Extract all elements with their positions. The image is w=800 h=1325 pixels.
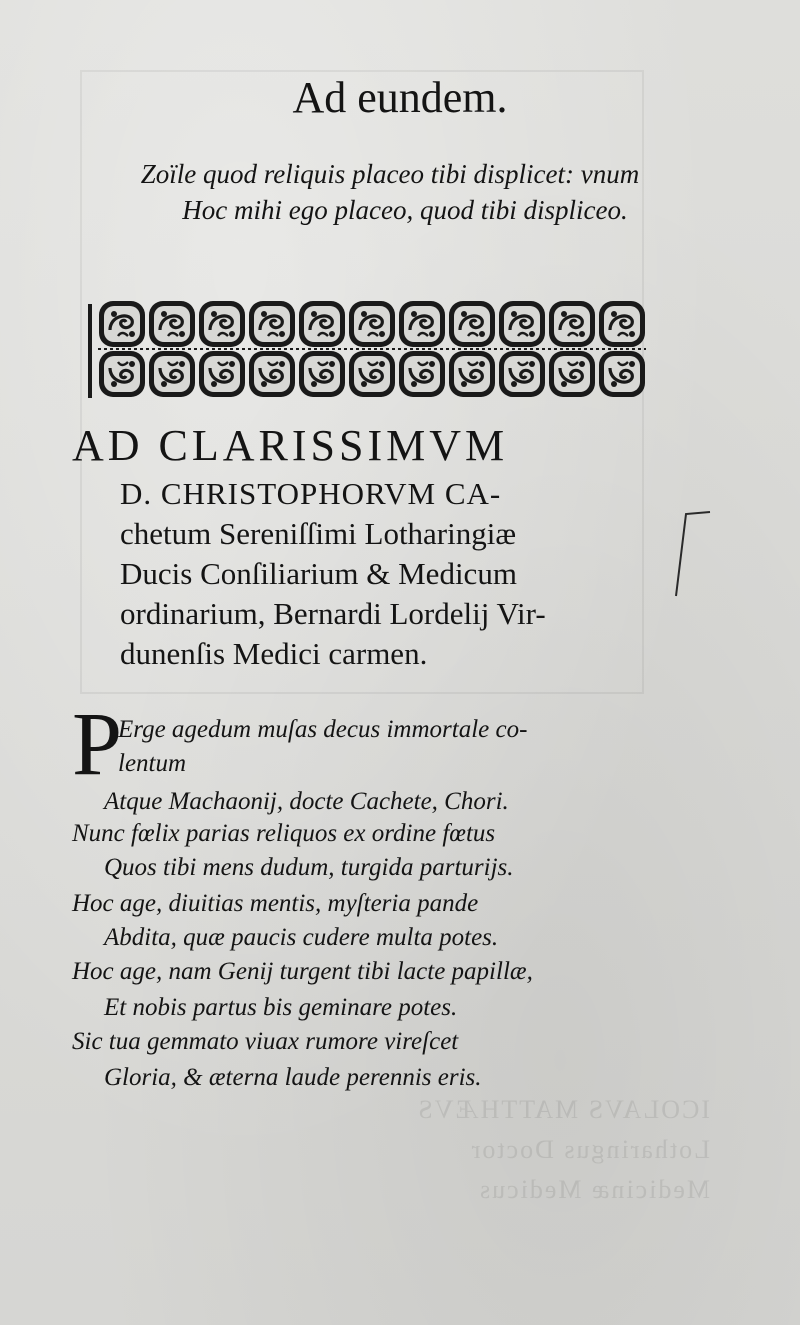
poem-line-1: Erge agedum muſas decus immortale co-: [118, 716, 528, 743]
poem-line-8: Hoc age, nam Genij turgent tibi lacte papillæ,: [72, 958, 533, 985]
ornamental-border: [88, 298, 656, 400]
show-through-line-1: ICOLAVS MATTHÆVS: [416, 1095, 710, 1124]
epigram-line-1: Zoïle quod reliquis placeo tibi displicet: vnum: [140, 159, 640, 189]
title-line-1: D. CHRISTOPHORVM CA-: [120, 476, 502, 511]
poem-line-5: Quos tibi mens dudum, turgida parturijs.: [104, 854, 514, 881]
poem-line-2: lentum: [118, 750, 187, 777]
margin-bracket-mark: [672, 508, 712, 600]
title-line-3: Ducis Conſiliarium & Medicum: [120, 556, 517, 591]
poem-line-7: Abdita, quæ paucis cudere multa potes.: [104, 924, 499, 951]
poem-line-9: Et nobis partus bis geminare potes.: [104, 994, 458, 1021]
poem-line-4: Nunc fœlix parias reliquos ex ordine fœtus: [72, 820, 496, 847]
poem-line-6: Hoc age, diuitias mentis, myſteria pande: [72, 890, 479, 917]
title-line-5: dunenſis Medici carmen.: [120, 636, 428, 671]
show-through-text: [70, 1090, 710, 1210]
epigram: [0, 156, 800, 228]
poem-line-10: Sic tua gemmato viuax rumore vireſcet: [72, 1028, 459, 1055]
epigram-line-2: Hoc mihi ego placeo, quod tibi displiceo.: [182, 195, 628, 225]
dedication-title: [72, 418, 672, 674]
title-line-4: ordinarium, Bernardi Lordelij Vir-: [120, 596, 546, 631]
show-through-line-2: Lotharingus Doctor: [469, 1135, 710, 1164]
poem-line-11: Gloria, & æterna laude perennis eris.: [104, 1064, 482, 1091]
poem-line-3: Atque Machaonij, docte Cachete, Chori.: [104, 788, 509, 815]
drop-cap: P: [72, 695, 123, 794]
page-heading: Ad eundem.: [292, 73, 508, 122]
show-through-line-3: Medicinæ Medicus: [477, 1175, 710, 1204]
title-line-2: chetum Sereniſſimi Lotharingiæ: [120, 516, 517, 551]
title-main: AD CLARISSIMVM: [72, 421, 509, 470]
